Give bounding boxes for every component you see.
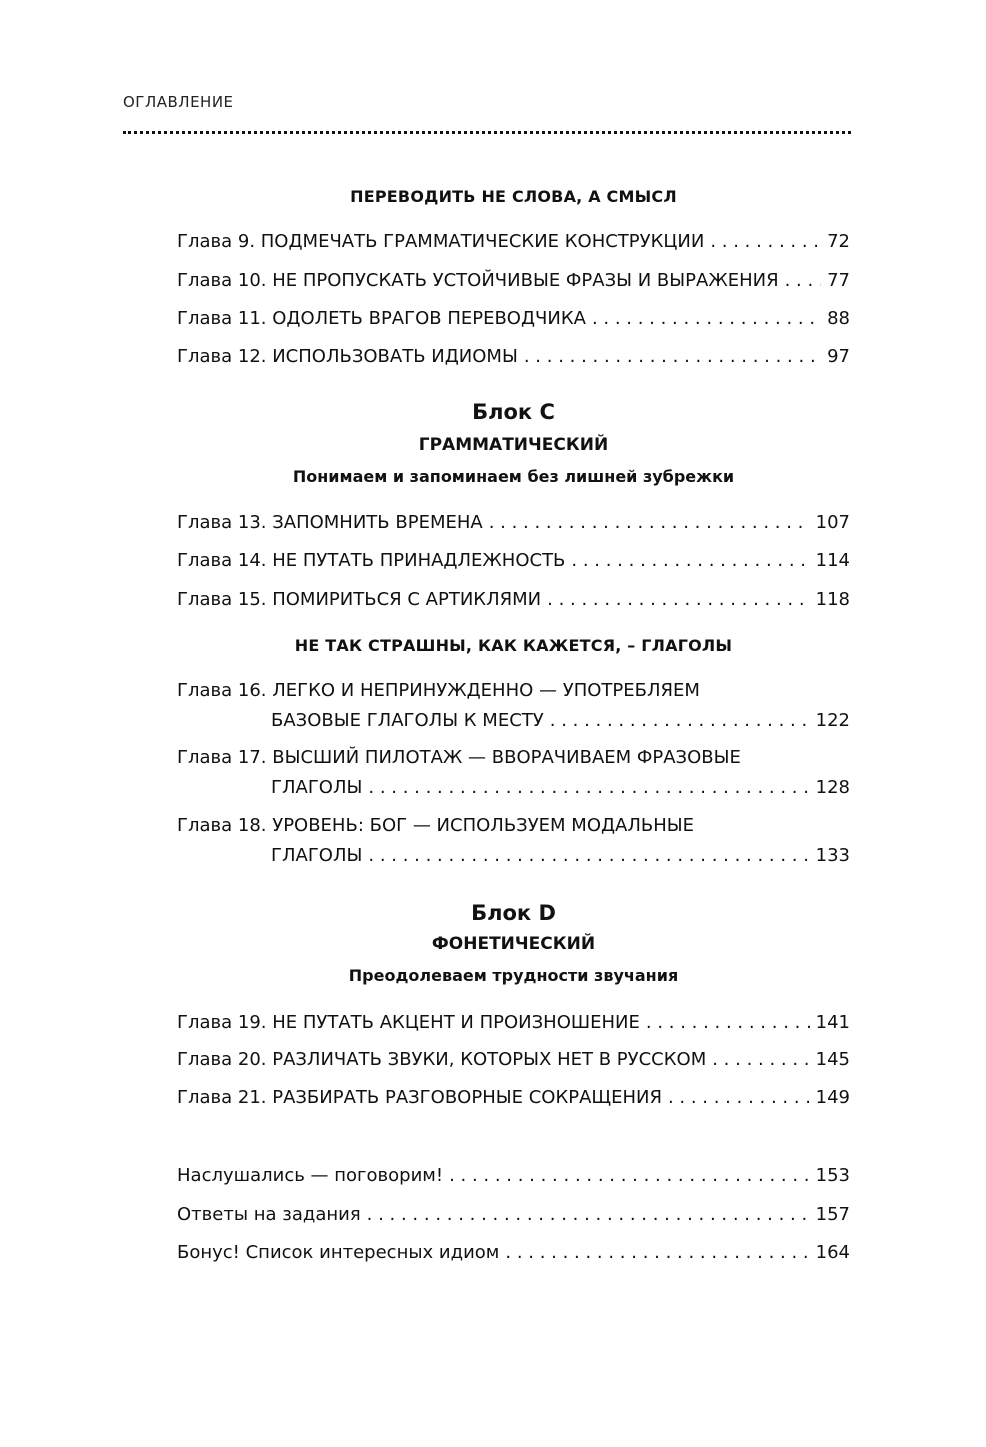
block-c-description: Понимаем и запоминаем без лишней зубрежки xyxy=(292,467,735,486)
toc-entry-page: 157 xyxy=(815,1204,850,1225)
toc-entry-page: 133 xyxy=(815,845,850,866)
toc-entry-page: 107 xyxy=(815,512,850,533)
toc-entry-label-line2: БАЗОВЫЕ ГЛАГОЛЫ К МЕСТУ xyxy=(271,710,544,731)
toc-entry-multiline[interactable] xyxy=(177,815,850,867)
toc-entry-label: Глава 11. ОДОЛЕТЬ ВРАГОВ ПЕРЕВОДЧИКА xyxy=(177,308,586,329)
leader-dots xyxy=(668,1087,810,1109)
toc-entry-multiline[interactable] xyxy=(177,680,850,732)
toc-entry-label-line1: Глава 18. УРОВЕНЬ: БОГ — ИСПОЛЬЗУЕМ МОДАЛЬНЫЕ xyxy=(177,815,695,836)
toc-entry-page: 122 xyxy=(815,710,850,731)
dotted-divider xyxy=(123,131,851,134)
toc-entry-page: 114 xyxy=(815,550,850,571)
toc-entry-page: 97 xyxy=(827,346,850,367)
toc-entry-label-line2: ГЛАГОЛЫ xyxy=(271,777,363,798)
toc-entry-page: 141 xyxy=(815,1012,850,1033)
leader-dots xyxy=(449,1165,810,1187)
toc-entry-label: Глава 21. РАЗБИРАТЬ РАЗГОВОРНЫЕ СОКРАЩЕНИЯ xyxy=(177,1087,662,1108)
toc-entry[interactable] xyxy=(177,270,850,292)
leader-dots xyxy=(592,308,821,330)
toc-entry-page: 77 xyxy=(827,270,850,291)
toc-entry-label: Ответы на задания xyxy=(177,1204,361,1225)
toc-entry[interactable] xyxy=(177,589,850,611)
toc-entry-multiline[interactable] xyxy=(177,747,850,799)
toc-entry[interactable] xyxy=(177,231,850,253)
toc-entry[interactable] xyxy=(177,1204,850,1226)
toc-entry-page: 118 xyxy=(815,589,850,610)
leader-dots xyxy=(547,589,810,611)
toc-entry-page: 72 xyxy=(827,231,850,252)
toc-entry-page: 128 xyxy=(815,777,850,798)
toc-entry[interactable] xyxy=(177,512,850,534)
toc-entry-label: Глава 20. РАЗЛИЧАТЬ ЗВУКИ, КОТОРЫХ НЕТ В РУССКОМ xyxy=(177,1049,707,1070)
toc-entry-page: 88 xyxy=(827,308,850,329)
leader-dots xyxy=(505,1242,809,1264)
leader-dots xyxy=(785,270,822,292)
leader-dots xyxy=(524,346,821,368)
toc-entry[interactable] xyxy=(177,1049,850,1071)
block-d-title: Блок D xyxy=(471,901,556,925)
leader-dots xyxy=(489,512,810,534)
toc-entry[interactable] xyxy=(177,308,850,330)
toc-entry-label-line1: Глава 17. ВЫСШИЙ ПИЛОТАЖ — ВВОРАЧИВАЕМ ФРАЗОВЫЕ xyxy=(177,747,741,768)
leader-dots xyxy=(571,550,809,572)
toc-entry-label: Глава 13. ЗАПОМНИТЬ ВРЕМЕНА xyxy=(177,512,483,533)
leader-dots xyxy=(550,710,810,732)
block-d-description: Преодолеваем трудности звучания xyxy=(348,966,679,985)
toc-entry[interactable] xyxy=(177,1242,850,1264)
toc-entry-label: Бонус! Список интересных идиом xyxy=(177,1242,500,1263)
toc-entry-label-line1: Глава 16. ЛЕГКО И НЕПРИНУЖДЕННО — УПОТРЕБЛЯЕМ xyxy=(177,680,700,701)
toc-entry[interactable] xyxy=(177,1087,850,1109)
toc-entry[interactable] xyxy=(177,346,850,368)
toc-entry-label: Глава 12. ИСПОЛЬЗОВАТЬ ИДИОМЫ xyxy=(177,346,518,367)
toc-entry-label: Глава 10. НЕ ПРОПУСКАТЬ УСТОЙЧИВЫЕ ФРАЗЫ И ВЫРАЖЕНИЯ xyxy=(177,270,779,291)
leader-dots xyxy=(710,231,821,253)
toc-entry-label-line2: ГЛАГОЛЫ xyxy=(271,845,363,866)
toc-entry-page: 149 xyxy=(815,1087,850,1108)
leader-dots xyxy=(712,1049,809,1071)
toc-entry-label: Глава 19. НЕ ПУТАТЬ АКЦЕНТ И ПРОИЗНОШЕНИЕ xyxy=(177,1012,640,1033)
toc-entry[interactable] xyxy=(177,1012,850,1034)
running-head: ОГЛАВЛЕНИЕ xyxy=(123,93,234,111)
toc-entry[interactable] xyxy=(177,550,850,572)
block-c-subtitle: ГРАММАТИЧЕСКИЙ xyxy=(418,435,609,455)
toc-entry-page: 145 xyxy=(815,1049,850,1070)
block-c-title: Блок C xyxy=(472,400,555,424)
leader-dots xyxy=(646,1012,810,1034)
toc-entry-label: Глава 15. ПОМИРИТЬСЯ С АРТИКЛЯМИ xyxy=(177,589,542,610)
toc-entry-label: Наслушались — поговорим! xyxy=(177,1165,444,1186)
block-d-subtitle: ФОНЕТИЧЕСКИЙ xyxy=(431,934,596,954)
leader-dots xyxy=(368,845,809,867)
section-title-translation: ПЕРЕВОДИТЬ НЕ СЛОВА, А СМЫСЛ xyxy=(350,187,677,206)
toc-entry-label: Глава 14. НЕ ПУТАТЬ ПРИНАДЛЕЖНОСТЬ xyxy=(177,550,566,571)
leader-dots xyxy=(368,777,809,799)
toc-entry[interactable] xyxy=(177,1165,850,1187)
section-title-verbs: НЕ ТАК СТРАШНЫ, КАК КАЖЕТСЯ, – ГЛАГОЛЫ xyxy=(294,636,733,655)
toc-entry-label: Глава 9. ПОДМЕЧАТЬ ГРАММАТИЧЕСКИЕ КОНСТРУКЦИИ xyxy=(177,231,705,252)
leader-dots xyxy=(367,1204,810,1226)
toc-entry-page: 153 xyxy=(815,1165,850,1186)
toc-entry-page: 164 xyxy=(815,1242,850,1263)
